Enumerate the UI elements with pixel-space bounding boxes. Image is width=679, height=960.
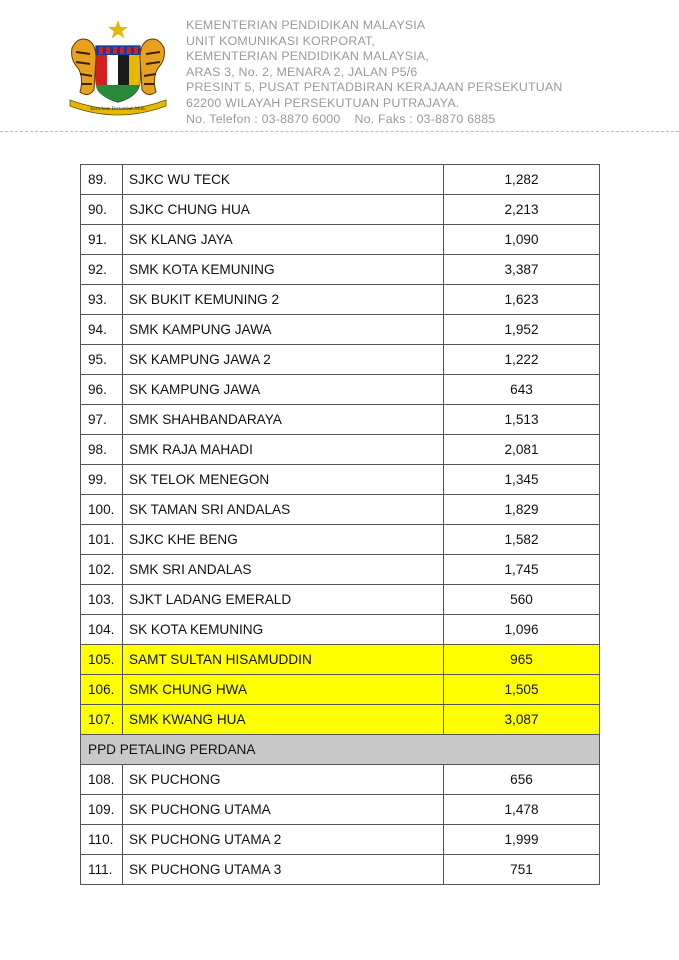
student-count: 3,387: [444, 255, 600, 285]
school-name: SMK KAMPUNG JAWA: [123, 315, 444, 345]
fax-number: No. Faks : 03-8870 6885: [354, 111, 496, 126]
student-count: 3,087: [444, 705, 600, 735]
table-row: [81, 645, 600, 675]
row-number: 105.: [81, 645, 123, 675]
row-number: 108.: [81, 765, 123, 795]
table-row: [81, 795, 600, 825]
student-count: 656: [444, 765, 600, 795]
student-count: 2,213: [444, 195, 600, 225]
table-row: [81, 315, 600, 345]
school-name: SMK SRI ANDALAS: [123, 555, 444, 585]
student-count: 1,623: [444, 285, 600, 315]
address-line: UNIT KOMUNIKASI KORPORAT,: [186, 33, 376, 48]
row-number: 94.: [81, 315, 123, 345]
student-count: 1,513: [444, 405, 600, 435]
table-row: [81, 615, 600, 645]
crest-motto-text: Bersekutu Bertambah Mutu: [90, 107, 146, 112]
table-row: [81, 285, 600, 315]
row-number: 109.: [81, 795, 123, 825]
student-count: 1,282: [444, 165, 600, 195]
school-name: SMK RAJA MAHADI: [123, 435, 444, 465]
row-number: 90.: [81, 195, 123, 225]
row-number: 102.: [81, 555, 123, 585]
school-name: SJKT LADANG EMERALD: [123, 585, 444, 615]
student-count: 1,999: [444, 825, 600, 855]
row-number: 107.: [81, 705, 123, 735]
row-number: 93.: [81, 285, 123, 315]
table-row: [81, 375, 600, 405]
student-count: 643: [444, 375, 600, 405]
header-divider: [0, 131, 679, 132]
row-number: 99.: [81, 465, 123, 495]
table-row: [81, 345, 600, 375]
coat-of-arms-icon: [62, 18, 174, 116]
student-count: 1,096: [444, 615, 600, 645]
table-row: [81, 855, 600, 885]
school-name: SK KAMPUNG JAWA 2: [123, 345, 444, 375]
school-name: SK KLANG JAYA: [123, 225, 444, 255]
address-line: ARAS 3, No. 2, MENARA 2, JALAN P5/6: [186, 64, 418, 79]
row-number: 98.: [81, 435, 123, 465]
school-name: SK KOTA KEMUNING: [123, 615, 444, 645]
table-row: [81, 525, 600, 555]
table-row: [81, 555, 600, 585]
table-row: [81, 705, 600, 735]
contact-line: [186, 112, 563, 128]
row-number: 89.: [81, 165, 123, 195]
row-number: 97.: [81, 405, 123, 435]
student-count: 1,745: [444, 555, 600, 585]
student-count: 1,505: [444, 675, 600, 705]
phone-number: No. Telefon : 03-8870 6000: [186, 111, 341, 126]
student-count: 1,952: [444, 315, 600, 345]
table-row: [81, 255, 600, 285]
school-name: SMK CHUNG HWA: [123, 675, 444, 705]
student-count: 1,829: [444, 495, 600, 525]
school-name: SK TELOK MENEGON: [123, 465, 444, 495]
student-count: 965: [444, 645, 600, 675]
row-number: 106.: [81, 675, 123, 705]
row-number: 92.: [81, 255, 123, 285]
school-name: SMK SHAHBANDARAYA: [123, 405, 444, 435]
student-count: 751: [444, 855, 600, 885]
table-row: [81, 465, 600, 495]
student-count: 1,222: [444, 345, 600, 375]
table-row: [81, 435, 600, 465]
table-row: [81, 405, 600, 435]
table-row: [81, 825, 600, 855]
school-name: SJKC KHE BENG: [123, 525, 444, 555]
table-row: [81, 165, 600, 195]
row-number: 100.: [81, 495, 123, 525]
school-name: SMK KWANG HUA: [123, 705, 444, 735]
table-row: [81, 585, 600, 615]
row-number: 95.: [81, 345, 123, 375]
student-count: 1,582: [444, 525, 600, 555]
school-name: SK PUCHONG UTAMA 3: [123, 855, 444, 885]
table-row: [81, 675, 600, 705]
row-number: 101.: [81, 525, 123, 555]
address-line: KEMENTERIAN PENDIDIKAN MALAYSIA: [186, 18, 426, 32]
student-count: 560: [444, 585, 600, 615]
student-count: 1,345: [444, 465, 600, 495]
row-number: 96.: [81, 375, 123, 405]
table-row: [81, 495, 600, 525]
school-name: SMK KOTA KEMUNING: [123, 255, 444, 285]
address-line: 62200 WILAYAH PERSEKUTUAN PUTRAJAYA.: [186, 95, 460, 110]
section-title: PPD PETALING PERDANA: [81, 735, 600, 765]
table-row: [81, 225, 600, 255]
school-name: SAMT SULTAN HISAMUDDIN: [123, 645, 444, 675]
school-name: SK KAMPUNG JAWA: [123, 375, 444, 405]
school-name: SK PUCHONG UTAMA: [123, 795, 444, 825]
address-line: PRESINT 5, PUSAT PENTADBIRAN KERAJAAN PERSEKUTUAN: [186, 80, 563, 95]
student-count: 2,081: [444, 435, 600, 465]
row-number: 111.: [81, 855, 123, 885]
table-row: [81, 765, 600, 795]
section-row: [81, 735, 600, 765]
school-name: SJKC WU TECK: [123, 165, 444, 195]
school-name: SK TAMAN SRI ANDALAS: [123, 495, 444, 525]
row-number: 104.: [81, 615, 123, 645]
row-number: 103.: [81, 585, 123, 615]
school-name: SK PUCHONG: [123, 765, 444, 795]
school-name: SK BUKIT KEMUNING 2: [123, 285, 444, 315]
letterhead: [0, 0, 679, 132]
letterhead-address: [186, 18, 563, 127]
school-name: SJKC CHUNG HUA: [123, 195, 444, 225]
address-line: KEMENTERIAN PENDIDIKAN MALAYSIA,: [186, 49, 430, 64]
student-count: 1,478: [444, 795, 600, 825]
school-enrolment-table: [80, 164, 600, 885]
table-row: [81, 195, 600, 225]
school-name: SK PUCHONG UTAMA 2: [123, 825, 444, 855]
student-count: 1,090: [444, 225, 600, 255]
row-number: 110.: [81, 825, 123, 855]
row-number: 91.: [81, 225, 123, 255]
